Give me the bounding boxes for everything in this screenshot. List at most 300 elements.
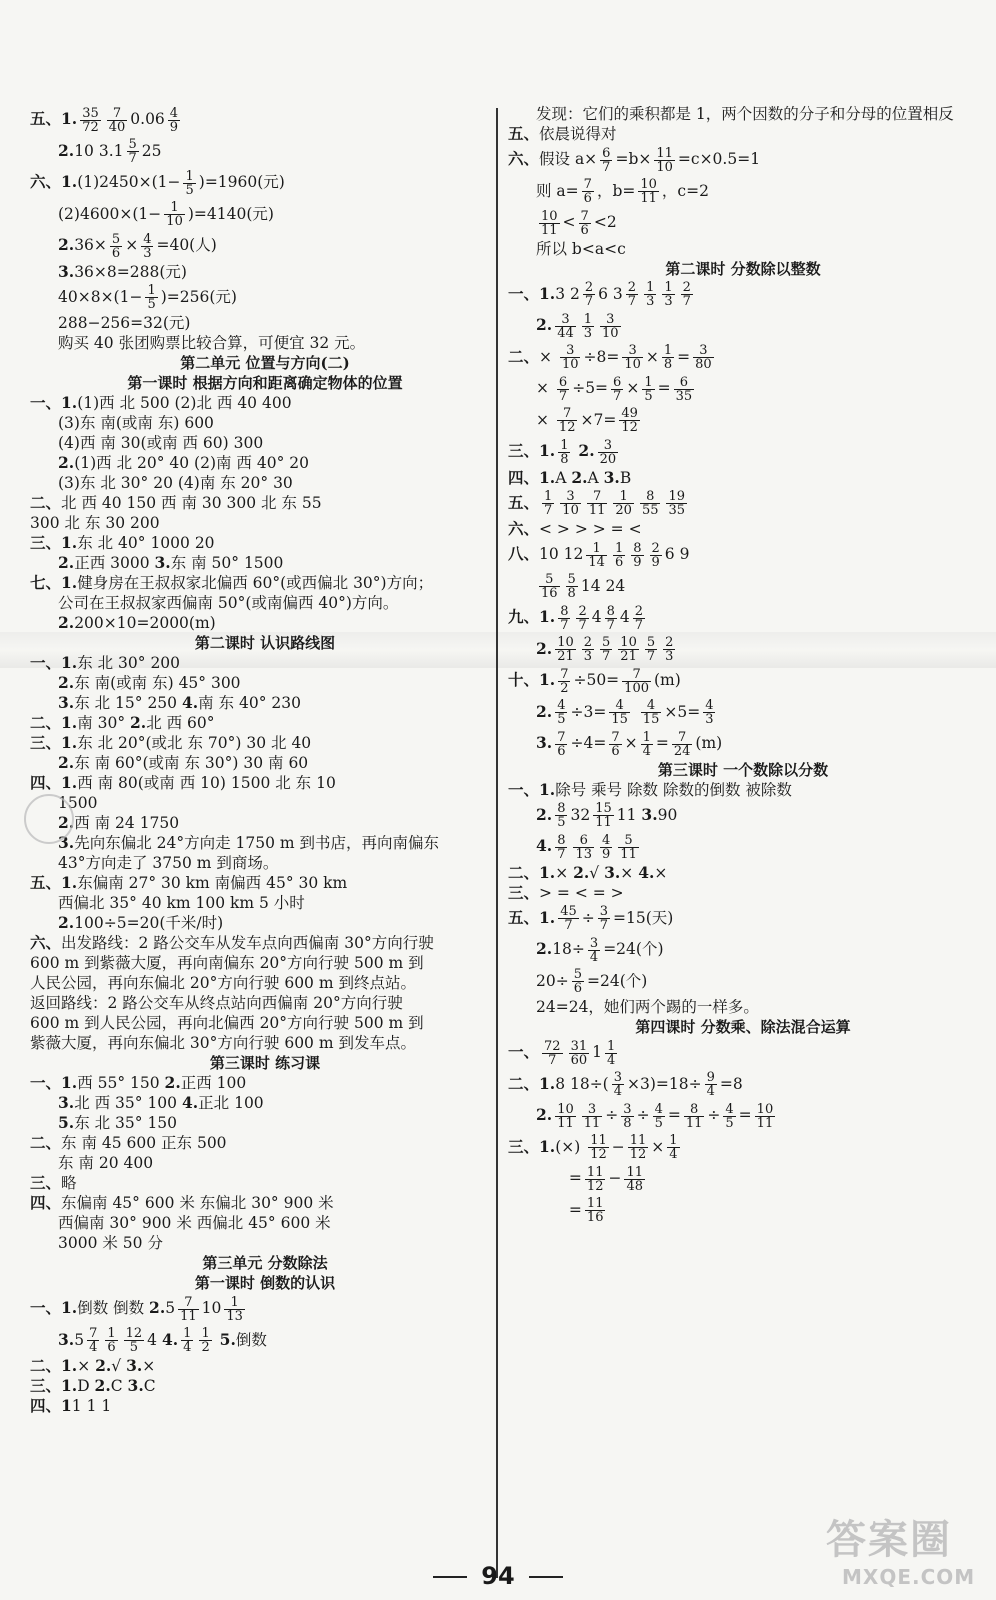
fraction-denominator: 6	[111, 245, 121, 261]
fraction-numerator: 1	[586, 542, 607, 556]
question-number: 3.	[641, 804, 658, 824]
fraction-denominator: 7	[128, 151, 137, 166]
answer-text: ÷	[605, 1106, 619, 1124]
question-number: 六、	[508, 519, 540, 538]
answer-text: <2	[593, 213, 617, 231]
answer-line	[508, 697, 978, 729]
answer-text: 43°方向走了 3750 m 到商场。	[58, 854, 279, 872]
answer-text: ×	[624, 734, 638, 752]
answer-line	[508, 279, 978, 311]
question-number: 一、1.	[508, 779, 556, 799]
answer-text: 第一课时 根据方向和距离确定物体的位置	[127, 374, 403, 392]
fraction	[654, 147, 675, 174]
fraction-denominator: 100	[624, 680, 649, 696]
answer-text: (4)西 南 30(或南 西 60) 300	[58, 434, 264, 452]
answer-line	[30, 1133, 500, 1153]
question-number: 二、	[30, 493, 62, 512]
fraction-denominator: 7	[634, 617, 644, 633]
answer-text: 18÷	[552, 940, 585, 958]
answer-line	[508, 310, 978, 342]
fraction	[588, 937, 600, 964]
question-number: 五、1.	[508, 907, 556, 927]
fraction-numerator: 7	[611, 729, 620, 745]
fraction-numerator: 2	[578, 603, 587, 619]
fraction-numerator: 8	[557, 801, 566, 816]
answer-line	[30, 973, 500, 993]
answer-text: 第三单元 分数除法	[202, 1254, 328, 1272]
answer-text: 300 北 东 30 200	[30, 514, 160, 532]
answer-line	[30, 913, 500, 933]
question-number: 3.	[604, 862, 621, 882]
answer-text: ×7=	[580, 410, 617, 429]
question-number: 四、	[30, 1193, 62, 1212]
answer-line	[30, 199, 500, 231]
answer-text: (3)东 北 30° 20 (4)南 东 20° 30	[58, 474, 293, 492]
fraction-numerator: 15	[595, 801, 612, 816]
fraction-numerator: 10	[756, 1101, 774, 1117]
fraction-numerator: 11	[590, 1133, 607, 1148]
question-number: 3.	[536, 733, 553, 752]
fraction-numerator: 3	[623, 1101, 632, 1117]
answer-text: 第二单元 位置与方向(二)	[180, 354, 350, 372]
fraction-numerator: 4	[705, 698, 714, 713]
answer-text: 10	[201, 1299, 222, 1317]
answer-line	[30, 1356, 500, 1376]
fraction-numerator: 49	[621, 406, 638, 421]
answer-line	[508, 800, 978, 832]
question-number: 3.	[58, 1329, 75, 1349]
answer-line	[508, 519, 978, 539]
fraction	[618, 834, 639, 861]
fraction	[183, 170, 195, 197]
fraction	[555, 834, 567, 861]
answer-line	[30, 553, 500, 573]
fraction	[645, 636, 657, 663]
answer-text: √	[589, 863, 605, 882]
fraction	[598, 439, 619, 466]
column-divider	[496, 108, 498, 1578]
answer-text: 8 18÷(	[555, 1074, 609, 1093]
answer-text: 公司在王叔叔家西偏南 50°(或南偏西 40°)方向。	[58, 594, 399, 612]
question-number: 2.	[571, 467, 588, 487]
fraction-numerator: 2	[682, 280, 691, 295]
fraction	[555, 699, 567, 726]
fraction-numerator: 7	[672, 731, 693, 745]
fraction-denominator: 7	[599, 918, 609, 933]
answer-text: =24(个)	[603, 940, 664, 958]
question-number: 2.	[536, 638, 553, 658]
fraction	[555, 1103, 576, 1130]
answer-text: ×	[536, 410, 554, 429]
fraction	[684, 1103, 705, 1130]
question-number: 二、	[30, 1133, 62, 1152]
fraction-numerator: 7	[557, 407, 578, 421]
fraction-denominator: 6	[614, 554, 624, 570]
answer-text: 正北 100	[198, 1094, 264, 1112]
fraction-denominator: 10	[166, 214, 183, 229]
answer-text: =c×0.5=1	[677, 150, 761, 168]
fraction-denominator: 7	[560, 617, 569, 633]
fraction	[609, 699, 630, 726]
question-number: 2.	[58, 453, 75, 472]
answer-line	[508, 1100, 978, 1132]
left-column	[30, 104, 500, 1416]
watermark-logo-text: 答案圈	[826, 1517, 952, 1563]
fraction-denominator: 5	[725, 1115, 734, 1131]
answer-line	[30, 1033, 500, 1053]
fraction-numerator: 1	[224, 1296, 245, 1310]
question-number: 四、1	[30, 1396, 72, 1415]
fraction	[124, 1327, 145, 1354]
answer-text: 则 a=	[536, 181, 579, 200]
fraction-numerator: 1	[613, 490, 634, 504]
question-number: 三、	[508, 882, 540, 902]
fraction-numerator: 4	[641, 699, 662, 713]
question-number: 4.	[161, 1329, 179, 1349]
answer-line	[30, 282, 500, 314]
fraction-denominator: 8	[560, 451, 569, 467]
answer-line	[508, 903, 978, 935]
fraction-numerator: 5	[646, 635, 656, 650]
fraction-denominator: 60	[570, 1052, 588, 1068]
fraction-denominator: 35	[668, 503, 686, 518]
fraction-numerator: 1	[664, 280, 673, 295]
fraction	[558, 905, 579, 932]
fraction-denominator: 3	[665, 649, 674, 664]
fraction	[644, 281, 656, 308]
answer-line	[508, 1195, 978, 1227]
answer-line	[30, 673, 500, 693]
answer-text: 25	[141, 141, 162, 160]
question-number: 三、1.	[508, 441, 556, 460]
fraction-numerator: 8	[640, 490, 661, 504]
answer-text	[633, 703, 638, 721]
fraction-numerator: 7	[557, 729, 566, 745]
fraction-numerator: 12	[125, 1326, 143, 1341]
answer-line	[30, 893, 500, 913]
answer-text: 正西 3000	[74, 554, 155, 572]
fraction-denominator: 11	[595, 815, 612, 830]
fraction-numerator: 1	[107, 1326, 116, 1341]
fraction	[164, 201, 185, 228]
fraction	[600, 834, 612, 861]
answer-text: 西偏北 35° 40 km 100 km 5 小时	[58, 894, 305, 912]
fraction-numerator: 1	[147, 283, 156, 298]
section-heading	[30, 1253, 500, 1273]
answer-line	[30, 793, 500, 813]
fraction-numerator: 10	[541, 208, 558, 224]
fraction	[542, 1040, 563, 1067]
answer-text: 东 南 20 400	[58, 1154, 154, 1172]
fraction-numerator: 3	[589, 935, 599, 951]
fraction	[542, 490, 554, 517]
fraction-denominator: 11	[640, 191, 657, 206]
fraction-numerator: 7	[107, 107, 128, 121]
answer-line	[508, 207, 978, 239]
fraction-denominator: 8	[567, 586, 576, 601]
fraction-denominator: 16	[541, 586, 558, 601]
answer-text: 略	[61, 1174, 77, 1192]
fraction	[600, 636, 612, 663]
answer-line	[30, 473, 500, 493]
answer-text: ×	[555, 863, 574, 882]
answer-line	[508, 602, 978, 634]
section-heading	[508, 259, 978, 279]
section-heading	[30, 353, 500, 373]
answer-line	[508, 997, 978, 1017]
fraction	[583, 281, 595, 308]
answer-line	[30, 1173, 500, 1193]
fraction-numerator: 2	[665, 635, 674, 650]
answer-line	[30, 453, 500, 473]
fraction-numerator: 1	[646, 280, 655, 295]
fraction	[586, 542, 607, 569]
fraction	[600, 313, 621, 340]
answer-line	[30, 1013, 500, 1033]
answer-line	[30, 573, 500, 593]
fraction	[558, 668, 570, 695]
fraction-denominator: 12	[629, 1147, 647, 1162]
fraction-denominator: 6	[580, 222, 589, 238]
answer-text: =	[655, 734, 669, 752]
fraction	[555, 636, 576, 663]
answer-line	[30, 1325, 500, 1357]
answer-text: ÷5=	[572, 379, 609, 397]
answer-line	[508, 728, 978, 760]
answer-line	[30, 813, 500, 833]
answer-text: 人民公园，再向东偏北 20°方向行驶 600 m 到终点站。	[30, 974, 416, 992]
answer-text: > = < = >	[539, 883, 624, 902]
answer-text: A	[555, 468, 572, 487]
fraction-numerator: 8	[606, 603, 615, 619]
fraction-denominator: 11	[620, 846, 637, 862]
fraction-denominator: 3	[583, 649, 593, 664]
answer-text: 4	[147, 1330, 162, 1349]
fraction	[641, 731, 653, 758]
answer-text: 出发路线：2 路公交车从发车点向西偏南 30°方向行驶	[61, 934, 434, 952]
fraction-numerator: 6	[602, 145, 611, 161]
question-number: 2.	[578, 441, 595, 460]
answer-line	[30, 993, 500, 1013]
fraction	[681, 281, 693, 308]
question-number: 十、1.	[508, 670, 556, 689]
fraction-denominator: 4	[183, 1340, 192, 1355]
fraction	[638, 178, 659, 205]
answer-text: 紫薇大厦，再向东偏北 30°方向行驶 600 m 到发车点。	[30, 1034, 416, 1052]
answer-text: =40(人)	[156, 236, 217, 254]
fraction	[539, 573, 560, 600]
question-number: 二、	[508, 346, 540, 366]
answer-text: 288−256=32(元)	[58, 314, 191, 332]
question-number: 3.	[154, 553, 171, 572]
fraction	[693, 344, 714, 371]
answer-text: 西 南 80(或南 西 10) 1500 北 东 10	[77, 774, 336, 792]
answer-text: 6 3	[598, 284, 623, 303]
answer-line	[508, 1037, 978, 1069]
fraction	[558, 605, 570, 632]
answer-text: 600 m 到紫薇大厦，再向南偏东 20°方向行驶 500 m 到	[30, 954, 424, 972]
fraction-denominator: 35	[675, 388, 693, 404]
fraction	[613, 490, 634, 517]
fraction-numerator: 1	[560, 437, 569, 453]
fraction-denominator: 5	[557, 815, 566, 830]
answer-line	[30, 1213, 500, 1233]
fraction-denominator: 3	[705, 712, 714, 727]
fraction	[612, 1071, 624, 1098]
fraction-numerator: 6	[558, 374, 568, 390]
answer-line	[508, 436, 978, 468]
fraction	[640, 490, 661, 517]
question-number: 一、1.	[30, 653, 78, 672]
fraction-denominator: 9	[169, 119, 179, 135]
fraction	[80, 107, 101, 134]
question-number: 3.	[127, 1376, 144, 1395]
fraction-numerator: 7	[622, 668, 651, 682]
question-number: 2.	[58, 235, 75, 254]
fraction	[662, 281, 674, 308]
question-number: 三、1.	[30, 533, 78, 552]
fraction-numerator: 45	[560, 904, 577, 919]
answer-text: 1500	[58, 794, 98, 812]
answer-text: 西 南 24 1750	[74, 814, 180, 832]
answer-text: 200×10=2000(m)	[74, 614, 216, 632]
question-number: 2.	[536, 315, 553, 334]
question-number: 2.	[95, 1356, 112, 1375]
page-number-value: 94	[481, 1562, 515, 1590]
answer-text: 90	[657, 805, 678, 824]
answer-text: 东 南 60°(或南 东 30°) 30 南 60	[74, 754, 309, 772]
answer-text: ×	[125, 236, 139, 254]
answer-line	[508, 104, 978, 124]
fraction-numerator: 3	[600, 313, 621, 327]
answer-text: <	[562, 213, 576, 231]
fraction	[705, 1071, 717, 1098]
answer-text: ×	[77, 1357, 96, 1375]
fraction	[631, 542, 643, 569]
fraction	[127, 138, 139, 165]
answer-text: 东 北 30° 200	[77, 654, 181, 672]
fraction-numerator: 3	[555, 313, 576, 327]
fraction	[605, 1040, 617, 1067]
question-number: 4.	[536, 836, 553, 855]
fraction	[181, 1327, 193, 1354]
answer-text: )=4140(元)	[187, 204, 274, 223]
question-number: 一、1.	[30, 1298, 78, 1317]
fraction	[555, 802, 567, 829]
answer-line	[30, 333, 500, 353]
answer-text: 东偏南 27° 30 km 南偏西 45° 30 km	[77, 874, 348, 892]
answer-text: 北 西 35° 100	[74, 1094, 182, 1112]
fraction-numerator: 11	[586, 1164, 604, 1180]
fraction	[582, 313, 594, 340]
fraction-numerator: 72	[544, 1038, 561, 1054]
answer-text: 11	[616, 805, 642, 824]
fraction-denominator: 10	[624, 357, 641, 372]
answer-text: B	[619, 468, 632, 487]
answer-text: 第三课时 练习课	[209, 1054, 321, 1072]
answer-line	[30, 1376, 500, 1396]
fraction-denominator: 7	[613, 388, 622, 404]
answer-text: −	[611, 1137, 625, 1156]
fraction-numerator: 6	[573, 834, 594, 848]
fraction-numerator: 1	[663, 343, 673, 358]
answer-line	[508, 863, 978, 883]
answer-text: 3000 米 50 分	[58, 1234, 163, 1252]
answer-text: =	[738, 1106, 752, 1124]
answer-text: (m)	[654, 671, 681, 689]
fraction-denominator: 9	[651, 554, 660, 570]
question-number: 四、1.	[508, 467, 556, 487]
answer-text: ，c=2	[661, 181, 709, 200]
question-number: 九、1.	[508, 607, 556, 626]
fraction-numerator: 3	[622, 344, 643, 358]
fraction-numerator: 4	[602, 832, 611, 848]
answer-text: 倒数	[235, 1330, 267, 1349]
fraction	[557, 407, 578, 434]
fraction-numerator: 7	[580, 208, 589, 224]
fraction-denominator: 5	[147, 297, 156, 312]
section-heading	[508, 1017, 978, 1037]
fraction-denominator: 6	[557, 743, 566, 759]
fraction-denominator: 11	[541, 222, 558, 238]
answer-text: 1	[592, 1043, 602, 1061]
question-number: 六、	[30, 933, 62, 952]
fraction-denominator: 5	[129, 1340, 139, 1355]
answer-text: 返回路线：2 路公交车从终点站向西偏南 20°方向行驶	[30, 994, 403, 1012]
fraction-numerator: 3	[582, 1103, 603, 1117]
answer-text: 除号 乘号 除数 除数的倒数 被除数	[555, 780, 792, 799]
fraction-denominator: 55	[641, 503, 659, 518]
fraction-denominator: 7	[627, 294, 637, 309]
answer-line	[508, 634, 978, 666]
fraction	[141, 233, 153, 260]
answer-text: ，b=	[596, 181, 636, 200]
answer-text: 5	[165, 1299, 176, 1317]
fraction-numerator: 5	[111, 231, 121, 247]
fraction-denominator: 72	[82, 119, 99, 135]
fraction	[667, 1134, 679, 1161]
answer-text: 32	[570, 805, 591, 824]
fraction-denominator: 4	[89, 1340, 98, 1355]
question-number: 2.	[573, 862, 590, 882]
fraction-denominator: 80	[695, 357, 712, 372]
fraction	[560, 344, 581, 371]
answer-line	[30, 833, 500, 853]
answer-line	[30, 136, 500, 168]
fraction-numerator: 7	[89, 1326, 98, 1341]
fraction	[641, 699, 662, 726]
fraction-denominator: 16	[586, 1210, 604, 1225]
question-number: 二、1.	[508, 1073, 556, 1093]
fraction	[609, 731, 621, 758]
question-number: 2.	[536, 939, 553, 958]
fraction-denominator: 8	[663, 357, 673, 372]
fraction-numerator: 11	[626, 1164, 644, 1180]
fraction	[107, 107, 128, 134]
fraction-denominator: 10	[561, 357, 579, 372]
question-number: 3.	[603, 467, 620, 487]
answer-text: ×	[536, 379, 554, 397]
answer-text: C	[143, 1377, 156, 1395]
fraction-numerator: 2	[634, 603, 644, 619]
answer-line	[508, 665, 978, 697]
fraction-denominator: 7	[606, 617, 615, 633]
question-number: 3.	[58, 261, 75, 281]
answer-text: (1)西 北 20° 40 (2)南 西 40° 20	[74, 454, 309, 472]
fraction-numerator: 1	[606, 1038, 616, 1054]
answer-text: ÷	[636, 1106, 650, 1124]
fraction-denominator: 3	[583, 325, 593, 341]
